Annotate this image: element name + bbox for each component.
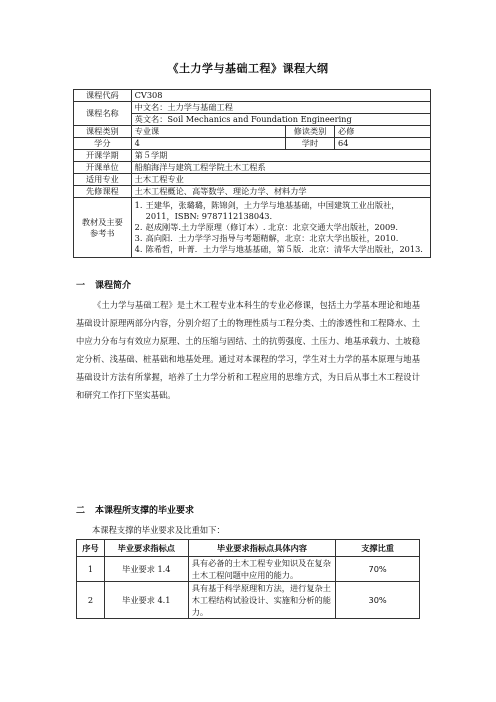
row-credit — [74, 138, 431, 150]
row-books — [74, 198, 431, 258]
row-weight: 30% — [336, 582, 420, 619]
name-label: 课程名称 — [74, 102, 132, 126]
code-label: 课程代码 — [74, 90, 132, 102]
document-title: 《土力学与基础工程》课程大纲 — [167, 62, 329, 75]
unit-label: 开课单位 — [74, 162, 132, 174]
category-label: 课程类别 — [74, 126, 132, 138]
header-no: 序号 — [77, 540, 105, 557]
row-prereq — [74, 186, 431, 198]
book-item: 2. 赵成刚等.土力学原理（修订本）. 北京：北京交通大学出版社，2009. — [134, 222, 398, 232]
row-point: 毕业要求 1.4 — [104, 557, 188, 582]
section2-intro: 本课程支撑的毕业要求及比重如下： — [92, 525, 225, 535]
prereq-value: 土木工程概论、高等数学、理论力学、材料力学 — [131, 186, 430, 198]
row-unit — [74, 162, 431, 174]
code-value: CV308 — [131, 90, 430, 102]
book-item: 4. 陈希哲，叶菁．土力学与地基基础，第５版．北京：清华大学出版社，2013. — [134, 244, 423, 254]
books-label-line2: 参考书 — [90, 227, 115, 238]
section1-body: 《土力学与基础工程》是土木工程专业本科生的专业必修课，包括土力学基本理论和地基基础设计原理两部分内容，分别介绍了土的物理性质与工程分类、土的渗透性和工程降水、土中应力分布与有效应力原理、土的压缩与固结、土的抗剪强度、土压力、地基承载力、土坡稳定分析、浅基础、桩基础和地基处理。通过对本课程的学习，学生对土力学的基本原理与地基基础设计方法有所掌握，培养了土力学分析和工程应用的思维方式，为日后从事土木工程设计和研究工作打下坚实基础。 — [76, 300, 420, 400]
row-point: 毕业要求 4.1 — [104, 582, 188, 619]
study-type-value: 必修 — [335, 126, 431, 138]
hours-label: 学时 — [285, 138, 334, 150]
row-major — [74, 174, 431, 186]
row-category — [74, 126, 431, 138]
major-label: 适用专业 — [74, 174, 132, 186]
row-semester — [74, 150, 431, 162]
book-item: 3. 高向阳．土力学学习指导与考题精解，北京：北京大学出版社，2010. — [134, 233, 399, 243]
header-weight: 支撑比重 — [336, 540, 420, 557]
section2-number: 二 — [76, 506, 86, 516]
books-label — [74, 198, 132, 258]
requirements-header-row — [77, 540, 420, 557]
section1-number: 一 — [76, 281, 86, 291]
row-weight: 70% — [336, 557, 420, 582]
requirements-table — [76, 539, 420, 619]
study-type-label: 修读类别 — [285, 126, 334, 138]
row-course-name-cn — [74, 102, 431, 114]
header-content: 毕业要求指标点具体内容 — [188, 540, 336, 557]
section1-title: 课程简介 — [95, 281, 132, 291]
books-list — [135, 198, 427, 257]
semester-label: 开课学期 — [74, 150, 132, 162]
unit-value: 船舶海洋与建筑工程学院土木工程系 — [131, 162, 430, 174]
section2-heading — [76, 503, 194, 516]
credit-value: 4 — [131, 138, 285, 150]
table-row — [77, 582, 420, 619]
section1-heading — [76, 278, 131, 291]
row-course-code — [74, 90, 431, 102]
prereq-label: 先修课程 — [74, 186, 132, 198]
table-row — [77, 557, 420, 582]
books-cell — [131, 198, 430, 258]
name-en: 英文名：Soil Mechanics and Foundation Engineering — [131, 114, 430, 126]
section2-title: 本课程所支撑的毕业要求 — [95, 506, 195, 516]
header-point: 毕业要求指标点 — [104, 540, 188, 557]
semester-value: 第５学期 — [131, 150, 430, 162]
row-no: 2 — [77, 582, 105, 619]
category-value: 专业课 — [131, 126, 285, 138]
row-content: 具有必备的土木工程专业知识及在复杂土木工程问题中应用的能力。 — [188, 557, 336, 582]
hours-value: 64 — [335, 138, 431, 150]
major-value: 土木工程专业 — [131, 174, 430, 186]
name-cn: 中文名：土力学与基础工程 — [131, 102, 430, 114]
row-no: 1 — [77, 557, 105, 582]
row-content: 具有基于科学原理和方法，进行复杂土木工程结构试验设计、实施和分析的能力。 — [188, 582, 336, 619]
credit-label: 学分 — [74, 138, 132, 150]
course-info-table — [73, 89, 431, 258]
book-item: 1. 王建华，张璐璐，陈锦剑，土力学与地基基础，中国建筑工业出版社，2011，ISBN: 9787112138043. — [134, 200, 400, 221]
books-label-line1: 教材及主要 — [81, 217, 123, 227]
